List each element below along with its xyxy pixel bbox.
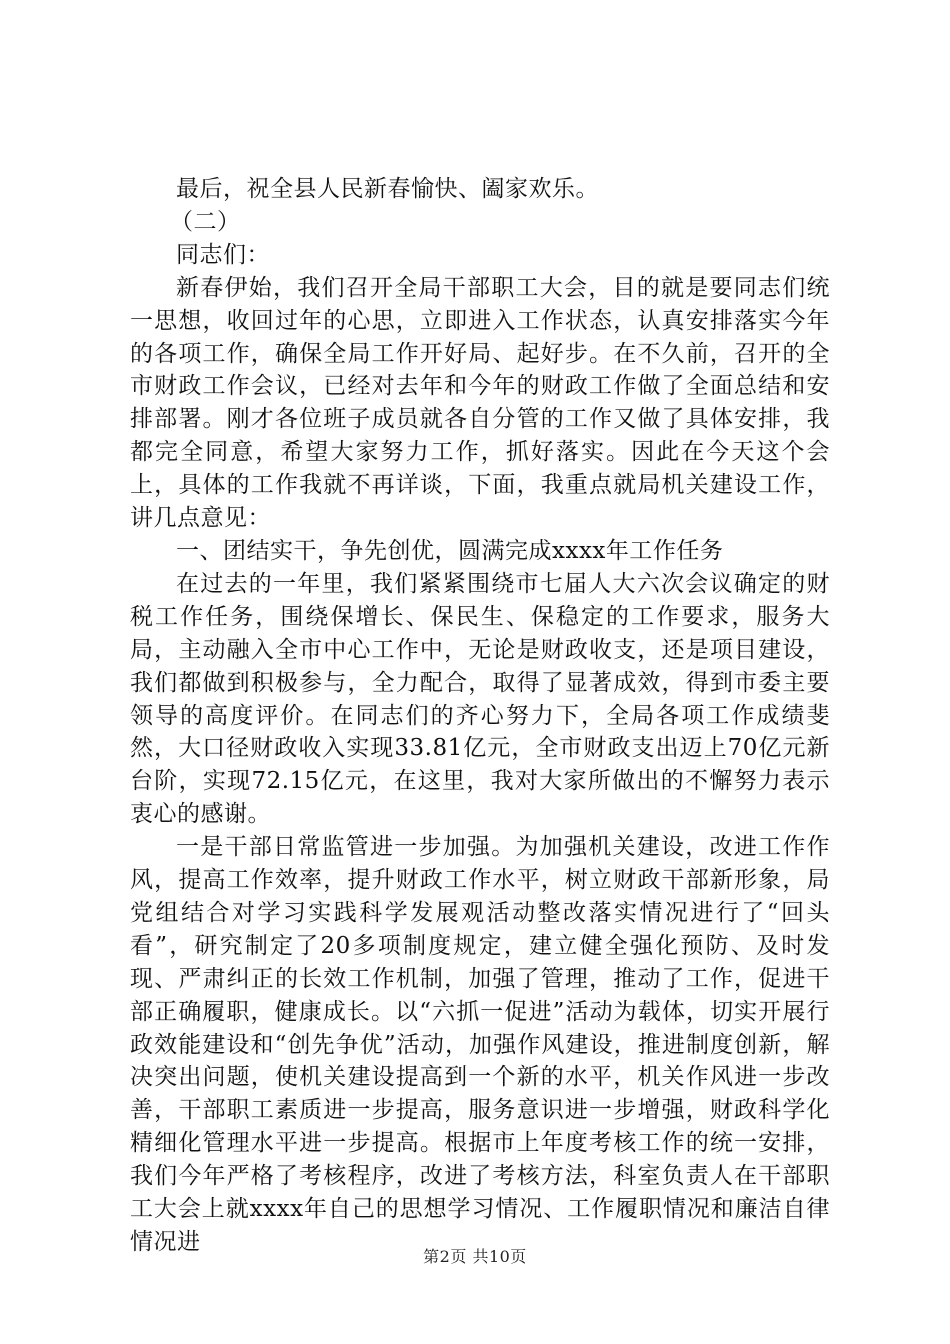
document-body bbox=[130, 173, 830, 1259]
closing-paragraph: 最后，祝全县人民新春愉快、阖家欢乐。 bbox=[176, 176, 599, 202]
page-footer bbox=[0, 1244, 950, 1267]
section-heading: 一、团结实干，争先创优，圆满完成xxxx年工作任务 bbox=[176, 537, 724, 564]
salutation: 同志们： bbox=[176, 241, 270, 268]
paragraph: 新春伊始，我们召开全局干部职工大会，目的就是要同志们统一思想，收回过年的心思，立即进入工作状态，认真安排落实今年的各项工作，确保全局工作开好局、起好步。在不久前，召开的全市财政工作会议，已经对去年和今年的财政工作做了全面总结和安排部署。刚才各位班子成员就各自分管的工作又做了具体安排，我都完全同意，希望大家努力工作，抓好落实。因此在今天这个会上，具体的工作我就不再详谈，下面，我重点就局机关建设工作，讲几点意见： bbox=[130, 274, 830, 532]
section-number: （二） bbox=[170, 208, 241, 235]
paragraph: 一是干部日常监管进一步加强。为加强机关建设，改进工作作风，提高工作效率，提升财政工作水平，树立财政干部新形象，局党组结合对学习实践科学发展观活动整改落实情况进行了“回头看”，研究制定了20多项制度规定，建立健全强化预防、及时发现、严肃纠正的长效工作机制，加强了管理，推动了工作，促进干部正确履职，健康成长。以“六抓一促进”活动为载体，切实开展行政效能建设和“创先争优”活动，加强作风建设，推进制度创新，解决突出问题，使机关建设提高到一个新的水平，机关作风进一步改善，干部职工素质进一步提高，服务意识进一步增强，财政科学化精细化管理水平进一步提高。根据市上年度考核工作的统一安排，我们今年严格了考核程序，改进了考核方法，科室负责人在干部职工大会上就xxxx年自己的思想学习情况、工作履职情况和廉洁自律情况进 bbox=[130, 834, 830, 1255]
page-number: 第2页 共10页 bbox=[423, 1247, 527, 1266]
paragraph: 在过去的一年里，我们紧紧围绕市七届人大六次会议确定的财税工作任务，围绕保增长、保民生、保稳定的工作要求，服务大局，主动融入全市中心工作中，无论是财政收支，还是项目建设，我们都做到积极参与，全力配合，取得了显著成效，得到市委主要领导的高度评价。在同志们的齐心努力下，全局各项工作成绩斐然，大口径财政收入实现33.81亿元，全市财政支出迈上70亿元新台阶，实现72.15亿元，在这里，我对大家所做出的不懈努力表示衷心的感谢。 bbox=[130, 570, 830, 828]
